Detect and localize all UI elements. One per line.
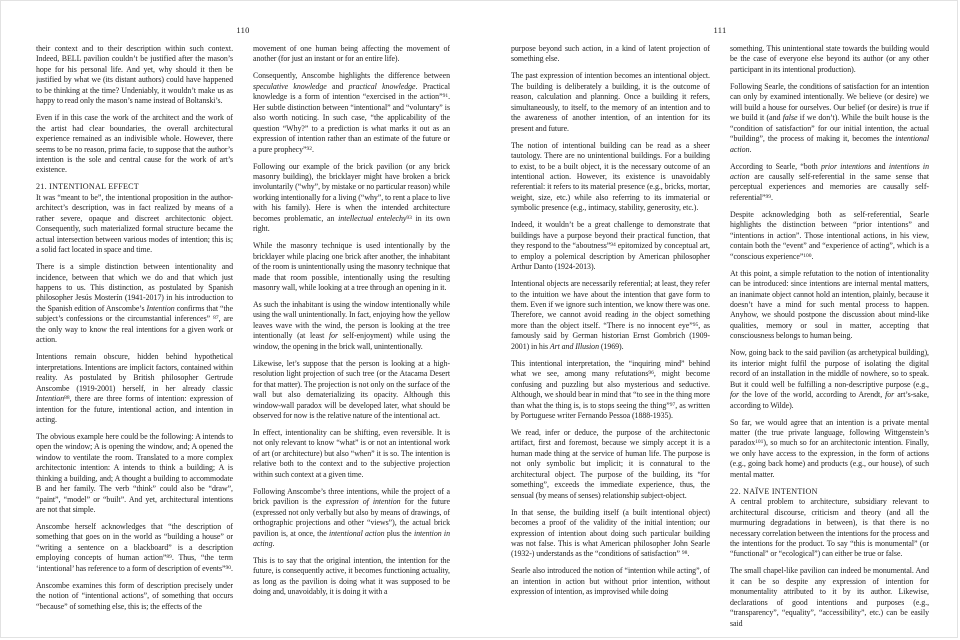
text-column — [36, 44, 233, 632]
text-column — [730, 44, 929, 632]
paragraph: Searle also introduced the notion of “intention while acting”, of an intention in action but without prior intention, without expression of intention, as improvised while doing — [511, 566, 710, 597]
page-111 — [511, 25, 929, 632]
paragraph: According to Searle, “both prior intentions and intentions in action are causally self-referential in the same sense that perceptual experiences and memories are causally self-referential”$^{99}$. — [730, 161, 929, 202]
paragraph: Intentions remain obscure, hidden behind hypothetical interpretations. Intentions are implicit factors, contained within reality. As postulated by British philosopher Gertrude Anscombe (1919-2001) herself, in her already classic Intention$^{88}$, there are three forms of intention: expression of intention for the future, intentional action, and intention in acting. — [36, 352, 233, 424]
paragraph: The past expression of intention becomes an intentional object. The building is deliberately a building, it is the outcome of reason, calculation and planning. Once a building it refers, simultaneously, to itself, to the memory of an intention and to the awareness of another intention, of an intention for its present and future. — [511, 71, 710, 133]
paragraph: something. This unintentional state towards the building would be the case of everyone else beyond its author (or any other participant in its intentional production). — [730, 44, 929, 74]
paragraph: At this point, a simple refutation to the notion of intentionality can be introduced: since intentions are internal mental matters, an inanimate object cannot hold an intention, plainly, because it doesn’t have a mind for such mental process to happen. Anyhow, we should postpone the discussion about mind-like qualities, memory or soul in matter, accepting that consciousness belongs to human being. — [730, 268, 929, 341]
section-heading: 21. INTENTIONAL EFFECT — [36, 182, 139, 192]
paragraph: A central problem to architecture, subsidiary relevant to architectural discourse, criticism and theory (and all the murmuring degradations in between), is that there is no necessary correlation between the intentions for the process and the intentions for the product. To say “this is monumental” (or “functional” or “ecological”) can either be true or false. — [730, 497, 929, 559]
page-110 — [36, 25, 450, 632]
section-heading: 22. NAÏVE INTENTION — [730, 486, 818, 496]
paragraph: We read, infer or deduce, the purpose of the architectonic artifact, first and foremost, because we simply accept it is a human made thing at the service of human life. The purpose is not only symbolic but implicit; it is connatural to the architectural object. The purpose of the building, its “for something”, exceeds the immediate experience, thus, the sensual (by means of senses) relationship subject-object. — [511, 427, 710, 500]
paragraph: In that sense, the building itself (a built intentional object) becomes a proof of the validity of the initial intention; our expression of intention about doing such particular building was not false. This is what American philosopher John Searle (1932-) understands as the “conditions of satisfaction” $^{98}$. — [511, 507, 710, 559]
paragraph: Intentional objects are necessarily referential; at least, they refer to the intuition we have about the intention that gave form to them. Even if we ignore such intention, we know there was one. Therefore, we cannot avoid reading in the object something more than the object itself. “There is no innocent eye”$^{95}$, as famously said by German historian Ernst Gombrich (1909-2001) in his Art and Illusion (1969). — [511, 279, 711, 351]
paragraph: Now, going back to the said pavilion (as archetypical building), its interior might fulfil the purpose of isolating the digital record of an installation in the middle of nowhere, so to speak. But it could well be fulfilling a non-descriptive purpose (e.g., for the love of the world, according to Arendt, for art’s-sake, according to Wilde). — [730, 348, 929, 410]
paragraph: Anscombe examines this form of description precisely under the notion of “intentional actions”, of something that occurs “because” of something else, this is; the effects of the — [36, 580, 233, 611]
paragraph: purpose beyond such action, in a kind of latent projection of something else. — [511, 44, 710, 64]
paragraph: Likewise, let’s suppose that the person is looking at a high-resolution light projection of such tree (or the Atacama Desert for that matter). The projection is not only on the surface of the wall but also dematerializing its opacity. Although this window-wall paradox will be developed later, what should be observed for now is the relative nature of the intentional act. — [253, 358, 450, 420]
paragraph: Despite acknowledging both as self-referential, Searle highlights the distinction between “prior intentions” and “intentions in action”. Those intentional actions, in his view, contain both the “event” and “experience of acting”, which is a “conscious experience”$^{100}$. — [730, 209, 929, 261]
paragraph: Anscombe herself acknowledges that “the description of something that goes on in the world as “building a house” or “writing a sentence on a blackboard” is a description employing concepts of human action”$^{89}$. Thus, “the term ‘intentional’ has reference to a form of description of events”$^{90}$. — [36, 522, 234, 573]
paragraph: While the masonry technique is used intentionally by the bricklayer while placing one brick after another, the inhabitant of the room is unintentionally using the masonry technique that made that room possible, intentionally using the resulting masonry wall, while looking at a tree through an opening in it. — [253, 241, 450, 293]
text-column — [253, 44, 450, 632]
paragraph: Even if in this case the work of the architect and the work of the artist had clear boundaries, the overall architectural experience remained as an indivisible whole. However, there seems to be no reason, prima facie, to suppose that the author’s intention is the sole and central cause for the work of art’s existence. — [36, 113, 233, 175]
paragraph: Indeed, it wouldn’t be a great challenge to demonstrate that buildings have a purpose beyond their practical function, that they respond to the “aboutness”$^{94}$ epitomized by conceptual art, to employ a polemical description by American philosopher Arthur Danto (1924-2013). — [511, 220, 710, 272]
page-columns — [511, 44, 929, 632]
paragraph: their context and to their description within such context. Indeed, BELL pavilion couldn’t be justified after the mason’s hope for his personal life. And yet, why should it then be justified by what we (its distant authors) could have happened to be thinking at the time? Undeniably, it wouldn’t make us as happy to read only the mason’s name instead of Boltanski’s. — [36, 44, 233, 106]
paragraph: So far, we would agree that an intention is a private mental matter (the true private language, following Wittgenstein’s paradox$^{101}$), so much so for an architectonic intention. Finally, we only have access to the expression, in the form of actions (e.g., going back home) and products (e.g., our house), of such mental matter. — [730, 417, 929, 479]
paragraph: The obvious example here could be the following: A intends to open the window; A is opening the window, and; A opened the window to ventilate the room. Translated to a more complex architectonic intention: A intends to think a building; A is thinking a building, and; A thought a building to accommodate B and her family. The verb “think” could also be “draw”, “paint”, “model” or “built”. And yet, architectural intentions are not that simple. — [36, 431, 233, 515]
paragraph: As such the inhabitant is using the window intentionally while using the wall unintentionally. In fact, enjoying how the yellow leaves wave with the wind, the person is looking at the tree intentionally (at least for self-enjoyment) while using the window, the opening in the brick wall, unintentionally. — [253, 299, 450, 351]
paragraph: It was “meant to be”, the intentional proposition in the author-architect’s description, was in fact realized by means of a rather severe, opaque and discreet architectonic object. Consequently, such materialized formal structure became the actual intersection between various modes of intention; this is; a solid fact located in space and time. — [36, 192, 233, 255]
paragraph: The notion of intentional building can be read as a sheer tautology. There are no unintentional buildings. For a building to exist, to be a built object, it is the necessary outcome of an intentional action. However, its existence is unavoidably referential: it refers to its material presence (e.g., bricks, mortar, weight, size, etc.) while also referring to its immaterial or symbolic presence (e.g., intimacy, stability, generosity, etc.). — [511, 140, 710, 213]
paragraph: Following our example of the brick pavilion (or any brick masonry building), the bricklayer might have broken a brick involuntarily (“why”, by mistake or no particular reason) while working intentionally for a living (“why”, to rent a place to live with his family). Here is when the intended architecture becomes problematic, an intellectual entelechy$^{93}$ in its own right. — [253, 161, 450, 234]
paragraph: Following Searle, the conditions of satisfaction for an intention can only by examined intentionally. We believe (or desire) we will build a house for ourselves. Our belief (or desire) is true if we build it (and false if we don’t). While the built house is the “condition of satisfaction” for our initial intention, the actual “building”, the process of making it, becomes the intentional action. — [730, 81, 929, 154]
paragraph: This is to say that the original intention, the intention for the future, is consequently active, it becomes functioning actuality, as long as the pavilion is doing what it was supposed to be doing and, unavoidably, it is doing it with a — [253, 555, 450, 597]
text-column — [511, 44, 710, 632]
paragraph: There is a simple distinction between intentionality and incidence, between that which we do and that which just happens to us. This distinction, as postulated by Spanish philosopher Jesús Mosterín (1941-2017) in his introduction to the Spanish edition of Anscombe’s Intention confirms that “the subject’s confessions or the circumstantial inferences” $^{87}$, are the only way to know the real intentions for a given work or action. — [36, 262, 233, 345]
paragraph: The small chapel-like pavilion can indeed be monumental. And it can be so despite any expression of intention for monumentality attributed to it by its author. Likewise, declarations of good intentions and purposes (e.g., “transparency”, “equality”, “accessibility”, etc.) can be easily said — [730, 566, 929, 628]
page-number: 111 — [713, 25, 727, 35]
page-columns — [36, 44, 450, 632]
paragraph: Consequently, Anscombe highlights the difference between speculative knowledge and practical knowledge. Practical knowledge is a form of intention “exercised in the action”$^{91}$. Her subtle distinction between “intentional” and “voluntary” is also worth noticing. In such case, “the applicability of the question “Why?” to a prediction is what marks it out as an expression of intention rather than an estimate of the future or a pure prophecy”$^{92}$. — [253, 71, 450, 154]
paragraph: In effect, intentionality can be shifting, even reversible. It is not only relevant to know “what” is or not an intentional work of art (or architecture) but also “when” it is so. The intention is relative both to the context and to the subjective projection within such context at a given time. — [253, 427, 450, 479]
paragraph: movement of one human being affecting the movement of another (for just an instant or for an entire life). — [253, 44, 450, 64]
paragraph: This intentional interpretation, the “inquiring mind” behind what we see, among many refutations$^{96}$, might become confusing and puzzling but also mysterious and seductive. Although, we should bear in mind that “to see in the thing more than what the thing is, is to stops seeing the thing”$^{97}$, as written by Portuguese writer Fernando Pessoa (1888-1935). — [511, 358, 710, 420]
page-number: 110 — [236, 25, 250, 35]
paragraph: Following Anscombe’s three intentions, while the project of a brick pavilion is the expression of intention for the future (expressed not only verbally but also by means of drawings, of orthographic projections and other “views”), the actual brick pavilion is, at once, the intentional action plus the intention in acting. — [253, 486, 450, 548]
